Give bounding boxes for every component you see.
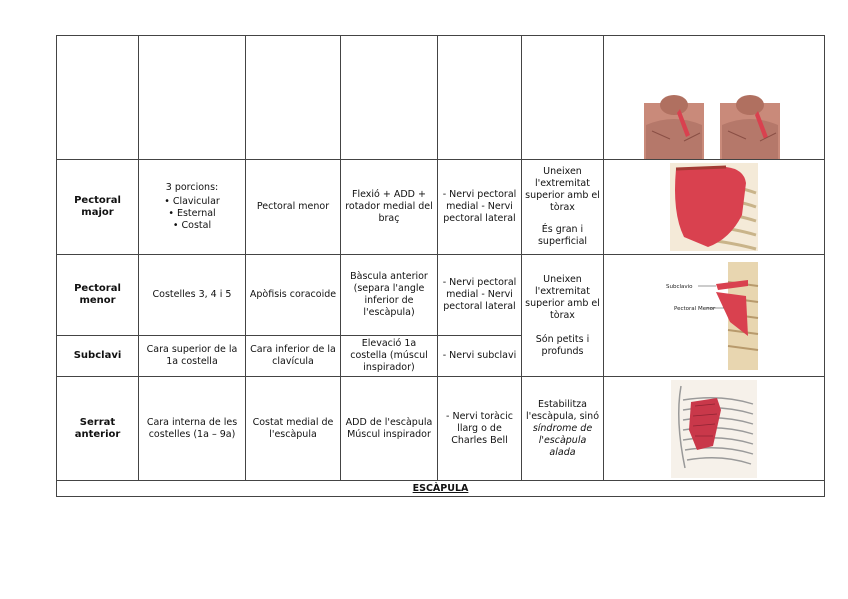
note-b: És gran i superficial [537, 224, 588, 247]
empty-cell [438, 36, 522, 160]
empty-cell [57, 36, 139, 160]
muscle-name: Pectoral major [57, 160, 139, 255]
insertion-cell: Cara inferior de la clavícula [246, 336, 341, 377]
empty-cell [246, 36, 341, 160]
row-serratus-anterior [57, 377, 825, 481]
muscle-name: Serrat anterior [57, 377, 139, 481]
image-cell [604, 160, 825, 255]
origin-cell: Cara superior de la 1a costella [139, 336, 246, 377]
origin-list [142, 196, 242, 232]
image-cell [604, 377, 825, 481]
label-pectoral-menor: Pectoral Menor [674, 305, 716, 312]
insertion-cell: Apòfisis coracoide [246, 255, 341, 336]
action-cell: Elevació 1a costella (múscul inspirador) [341, 336, 438, 377]
note-cell [522, 255, 604, 377]
header-image-cell [604, 36, 825, 160]
header-row [57, 36, 825, 160]
muscle-name: Pectoral menor [57, 255, 139, 336]
muscle-table [56, 35, 825, 497]
nerve-cell: - Nervi pectoral medial - Nervi pectoral lateral [438, 255, 522, 336]
pectoral-minor-subclavius-illustration [664, 262, 764, 370]
empty-cell [341, 36, 438, 160]
insertion-cell: Costat medial de l'escàpula [246, 377, 341, 481]
note-cell [522, 160, 604, 255]
origin-cell: Costelles 3, 4 i 5 [139, 255, 246, 336]
note-italic: síndrome de l'escàpula alada [532, 422, 593, 458]
origin-cell [139, 160, 246, 255]
row-pectoral-major [57, 160, 825, 255]
note-cell [522, 377, 604, 481]
list-item: • Esternal [142, 208, 242, 220]
neck-back-muscles-illustration [634, 95, 794, 159]
note-plain: Estabilitza l'escàpula, sinó [525, 398, 600, 422]
nerve-cell: - Nervi toràcic llarg o de Charles Bell [438, 377, 522, 481]
action-cell: Bàscula anterior (separa l'angle inferior de l'escàpula) [341, 255, 438, 336]
note-a: Uneixen l'extremitat superior amb el tòrax [525, 273, 600, 321]
image-cell [604, 255, 825, 377]
empty-cell [522, 36, 604, 160]
section-title: ESCÀPULA [57, 481, 825, 497]
nerve-cell: - Nervi subclavi [438, 336, 522, 377]
label-subclavio: Subclavio [666, 283, 693, 290]
list-item: • Costal [142, 220, 242, 232]
footer-row [57, 481, 825, 497]
serratus-anterior-ribcage-illustration [671, 380, 757, 478]
empty-cell [139, 36, 246, 160]
pectoral-major-anatomy-illustration [670, 163, 758, 251]
note-b: Són petits i profunds [535, 333, 590, 357]
note-a: Uneixen l'extremitat superior amb el tòrax [525, 166, 600, 213]
row-pectoral-minor [57, 255, 825, 336]
action-cell: Flexió + ADD + rotador medial del braç [341, 160, 438, 255]
origin-title: 3 porcions: [165, 182, 219, 193]
origin-cell: Cara interna de les costelles (1a – 9a) [139, 377, 246, 481]
insertion-cell: Pectoral menor [246, 160, 341, 255]
nerve-cell: - Nervi pectoral medial - Nervi pectoral lateral [438, 160, 522, 255]
list-item: • Clavicular [142, 196, 242, 208]
action-cell: ADD de l'escàpula Múscul inspirador [341, 377, 438, 481]
muscle-name: Subclavi [57, 336, 139, 377]
